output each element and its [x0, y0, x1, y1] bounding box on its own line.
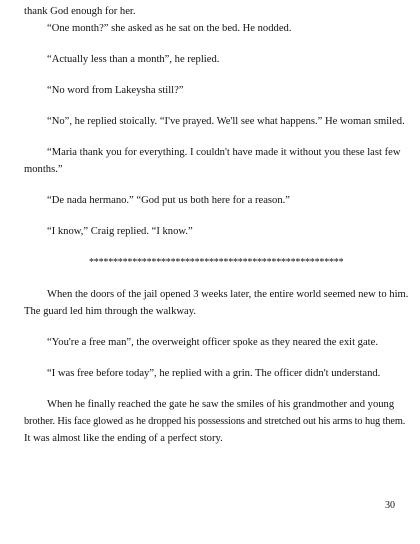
- text-line: brother. His face glowed as he dropped his possessions and stretched out his arms to hug them.: [24, 416, 406, 427]
- text-line: “You're a free man”, the overweight officer spoke as they neared the exit gate.: [47, 337, 378, 348]
- text-line: “De nada hermano.” “God put us both here for a reason.”: [47, 195, 290, 206]
- text-line: “No word from Lakeysha still?”: [47, 85, 184, 96]
- text-line: The guard led him through the walkway.: [24, 306, 197, 317]
- text-line: “Actually less than a month”, he replied.: [47, 54, 220, 65]
- text-line: “I was free before today”, he replied with a grin. The officer didn't understand.: [47, 368, 381, 379]
- text-line: “I know,” Craig replied. “I know.”: [47, 226, 193, 237]
- text-line: months.”: [24, 164, 63, 175]
- text-line: thank God enough for her.: [24, 6, 136, 17]
- text-line: “Maria thank you for everything. I couldn't have made it without you these last few: [47, 147, 401, 158]
- text-line: When the doors of the jail opened 3 weeks later, the entire world seemed new to him.: [47, 289, 409, 300]
- section-separator: *****************************************************: [89, 257, 344, 268]
- text-line: When he finally reached the gate he saw the smiles of his grandmother and young: [47, 399, 395, 410]
- text-line: “One month?” she asked as he sat on the bed. He nodded.: [47, 23, 292, 34]
- text-line: It was almost like the ending of a perfect story.: [24, 433, 223, 444]
- text-line: “No”, he replied stoically. “I've prayed. We'll see what happens.” He woman smiled.: [47, 116, 405, 127]
- page-number: 30: [385, 500, 395, 511]
